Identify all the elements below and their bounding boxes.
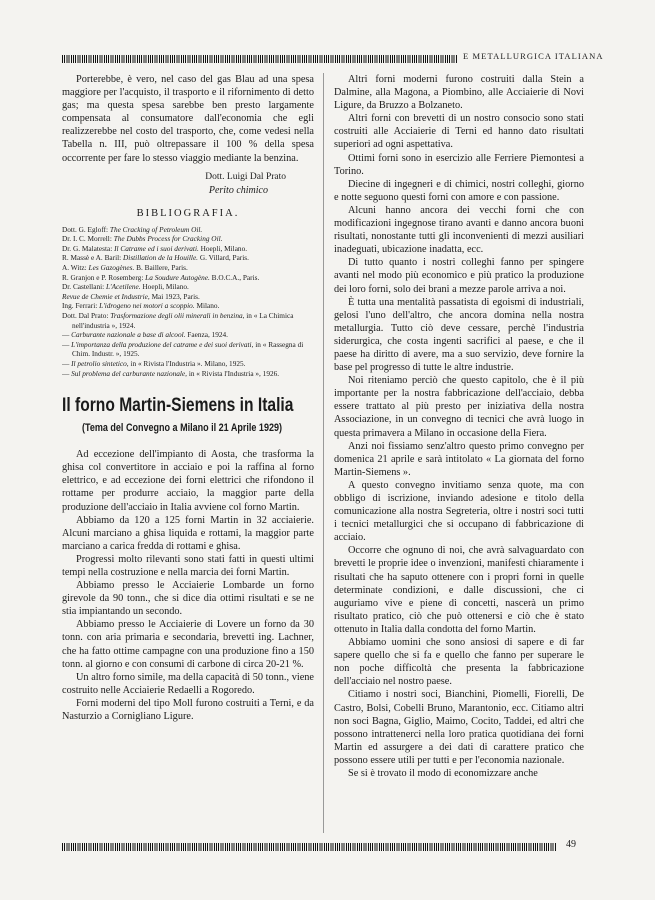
- article-paragraph: Di tutto quanto i nostri colleghi fanno per spingere avanti nel modo più economico e più pratico la produzione dei loro forni, solo dei brani a mezze parole arriva a noi.: [334, 257, 584, 295]
- bib-title: L'Acetilene.: [105, 282, 141, 292]
- bib-title: L'idrogeno nei motori a scoppio.: [99, 301, 195, 311]
- bib-details: in « Rassegna di Chim. Industr. », 1925.: [72, 339, 304, 359]
- bibliography-entry: [62, 282, 314, 292]
- column-divider: [323, 73, 324, 833]
- article-title: Il forno Martin-Siemens in Italia: [62, 394, 294, 417]
- bib-author: —: [62, 330, 70, 340]
- bib-title: Les Gazogènes.: [88, 263, 135, 273]
- bib-title: The Dubbs Process for Cracking Oil.: [113, 234, 223, 244]
- bib-author: Ing. Ferrari:: [62, 301, 98, 311]
- article-paragraph: Abbiamo uomini che sono ansiosi di sapere e di far sapere quello che si fa e quello che fanno per superare le non poche difficoltà che presenta la fabbricazione dell'acciaio nel nostro paese.: [334, 637, 584, 688]
- article-body-left: [62, 448, 314, 723]
- bibliography-entry: [62, 234, 314, 244]
- article-paragraph: Forni moderni del tipo Moll furono costruiti a Terni, e da Nasturzio a Cornigliano Ligure.: [62, 697, 314, 723]
- bib-title: Trasformazione degli olii minerali in benzina,: [110, 311, 245, 320]
- article-paragraph: Altri forni moderni furono costruiti dalla Stein a Dalmine, alla Magona, a Piombino, alle Acciaierie di Novi Ligure, da Bruzzo a Bolzaneto.: [334, 74, 584, 112]
- article-paragraph: Ad eccezione dell'impianto di Aosta, che trasforma la ghisa col convertitore in acciaio e poi la raffina al forno elettrico, e ad eccezione dei forni elettrici che rifondono il rottame per produrre acciaio, la maggior parte della produzione dell'acciaio in Italia avviene col forno Martin.: [62, 449, 314, 513]
- bibliography-entry: [62, 225, 314, 235]
- article-paragraph: Un altro forno simile, ma della capacità di 50 tonn., viene costruito nelle Acciaierie Redaelli a Rogoredo.: [62, 671, 314, 696]
- bibliography-entry: [62, 253, 314, 263]
- article-paragraph: Altri forni con brevetti di un nostro consocio sono stati costruiti alle Acciaierie di Terni ed hanno dato risultati superiori ad ogni aspettativa.: [334, 113, 584, 151]
- bibliography-entry: [62, 340, 314, 359]
- bibliography-title: BIBLIOGRAFIA.: [136, 207, 240, 219]
- article-paragraph: Progressi molto rilevanti sono stati fatti in questi ultimi tempi nella costruzione e nella marcia dei forni Martin.: [62, 553, 314, 578]
- article-paragraph: È tutta una mentalità passatista di egoismi di industriali, gelosi l'uno dell'altro, che ancora domina nella nostra metallurgia. Tutto ciò deve cessare, perchè l'industria siderurgica, che costa ingenti sacrifici al paese, e che il paese ha diritto di avere, ma a suo servizio, deve fornire la base pel progresso di tutte le altre industrie.: [334, 296, 584, 374]
- bib-author: R. Granjon e P. Rosemberg:: [62, 272, 144, 282]
- article-paragraph: Abbiamo presso le Acciaierie Lombarde un forno girevole da 90 tonn., che si dice dia ottimi risultati e se ne stia impiantando un secondo.: [62, 580, 314, 618]
- bib-title: Carburante nazionale a base di alcool.: [71, 330, 186, 340]
- journal-title: E METALLURGICA ITALIANA: [463, 51, 604, 61]
- article-paragraph: Diecine di ingegneri e di chimici, nostri colleghi, giorno e notte seguono questi forni con amore e con passione.: [334, 178, 584, 203]
- bib-author: Dott. G. Egloff:: [62, 224, 109, 234]
- bib-details: in « Rivista l'Industria ». Milano, 1925.: [130, 358, 246, 368]
- bib-details: Faenza, 1924.: [187, 330, 229, 340]
- bibliography-entry: [62, 359, 314, 369]
- bibliography-list: [62, 225, 314, 379]
- bib-title: Sul problema del carburante nazionale,: [71, 368, 187, 378]
- bib-details: B.O.C.A., Paris.: [211, 272, 260, 282]
- article-paragraph: Alcuni hanno ancora dei vecchi forni che con modificazioni ingegnose tirano avanti e danno ancora buoni risultati, nonostante tutti gli inconvenienti di mezzi ausiliari inadeguati, ubicazione inadatta, ecc.: [334, 204, 584, 256]
- bib-title: The Cracking of Petroleum Oil.: [109, 224, 203, 234]
- signature-role: Perito chimico: [208, 184, 268, 196]
- article-subtitle: (Tema del Convegno a Milano il 21 Aprile 1929): [82, 422, 283, 435]
- left-column: [62, 73, 314, 830]
- bib-author: —: [62, 339, 70, 349]
- bibliography-entry: [62, 273, 314, 283]
- intro-paragraph: Porterebbe, è vero, nel caso del gas Blau ad una spesa maggiore per l'acquisto, il trasporto e il rifornimento di detto gas; ma questa spesa sarebbe ben presto largamente compensata al consumatore dall'economia che egli realizzerebbe nel costo del trasporto, che, come vedesi nella Tabella n. III, può oltrepassare il 100 % della spesa occorrente per fare lo stesso viaggio mediante la benzina.: [62, 74, 314, 164]
- article-paragraph: Anzi noi fissiamo senz'altro questo primo convegno per domenica 21 aprile e sarà intitolato « La giornata del forno Martin-Siemens ».: [334, 440, 584, 478]
- article-paragraph: Abbiamo presso le Acciaierie di Lovere un forno da 30 tonn. con aria primaria e secondaria, brevetti ing. Lachner, che ha fatto ottime campagne con una produzione fino a 150 tonn. al giorno e con consumi di carbone di circa 20-21 %.: [62, 619, 314, 670]
- bib-author: —: [62, 358, 70, 368]
- bibliography-entry: [62, 369, 314, 379]
- bib-details: Hoepli, Milano.: [200, 243, 248, 253]
- article-body-right: [334, 73, 584, 780]
- bib-title: Il Catrame ed i suoi derivati.: [114, 243, 199, 253]
- article-paragraph: Ottimi forni sono in esercizio alle Ferriere Piemontesi a Torino.: [334, 152, 584, 177]
- article-paragraph: Se si è trovato il modo di economizzare anche: [348, 767, 538, 779]
- bib-details: in « Rivista l'Industria », 1926.: [188, 368, 280, 378]
- bib-title: Il petrolio sintetico,: [71, 358, 129, 368]
- bib-author: A. Witz:: [62, 263, 87, 273]
- bib-author: Dr. Castellani:: [62, 282, 105, 292]
- bib-details: in « La Chimica nell'industria », 1924.: [72, 311, 294, 330]
- bib-details: G. Villard, Paris.: [199, 253, 249, 263]
- bib-details: Mai 1923, Paris.: [151, 291, 200, 301]
- bib-details: Milano.: [196, 301, 220, 311]
- signature-name: Dott. Luigi Dal Prato: [205, 171, 286, 182]
- bib-author: —: [62, 368, 70, 378]
- article-paragraph: Noi riteniamo perciò che questo capitolo, che è il più importante per la nostra fabbricazione dell'acciaio, debba essere trattato al più presto per iniziativa della nostra Associazione, in un convegno di tecnici che avrà luogo in questa primavera a Milano in occasione della Fiera.: [334, 375, 584, 439]
- bib-title: L'importanza della produzione del catrame e dei suoi derivati,: [71, 339, 254, 349]
- bibliography-entry: [62, 311, 314, 330]
- bibliography-entry: [62, 330, 314, 340]
- article-paragraph: A questo convegno invitiamo senza quote, ma con obbligo di iscrizione, inviando adesione e titolo della comunicazione alla nostra Segreteria, oltre i nostri soci tutti i tecnici metallurgici che si occupano di fabbricazione di acciaio.: [334, 479, 584, 544]
- right-column: [334, 73, 584, 830]
- bib-title: Distillation de la Houille.: [123, 253, 199, 263]
- bib-author: Dott. Dal Prato:: [62, 311, 109, 320]
- page-number: 49: [566, 839, 576, 850]
- article-paragraph: Abbiamo da 120 a 125 forni Martin in 32 acciaierie. Alcuni marciano a ghisa liquida e rottami, la maggior parte marciano a carica fredda di rottami e ghisa.: [62, 514, 314, 552]
- bib-details: B. Baillere, Paris.: [136, 263, 188, 273]
- top-rule: [62, 55, 458, 63]
- bibliography-entry: [62, 301, 314, 311]
- bib-author: Dr. G. Malatesta:: [62, 243, 113, 253]
- bib-title: La Soudure Autogène.: [145, 272, 210, 282]
- bib-title: Revue de Chemie et Industrie,: [62, 291, 150, 301]
- bib-author: Dr. I. C. Morrell:: [62, 234, 112, 244]
- article-paragraph: Citiamo i nostri soci, Bianchini, Piomelli, Fiorelli, De Castro, Bolsi, Cobelli Bruno, Marantonio, ecc. Citiamo altri non soci Bagna, Giglio, Maimo, Cocito, Taddei, ed altri che possono intrattenerci nella loro pratica quotidiana dei forni Martin ed assurgere a dei dati di carattere pratico che possono essere utili per tutti e per l'economia nazionale.: [334, 689, 584, 766]
- bib-details: Hoepli, Milano.: [142, 282, 189, 292]
- article-paragraph: Occorre che ognuno di noi, che avrà salvaguardato con brevetti le proprie idee o invenzioni, manifesti chiaramente i risultati che ha saputo ottenere con i propri forni in quelle determinate condizioni, e dalle discussioni, che ci auguriamo vive e piene di concetti, nascerà un primo risultato pratico, ciò che può ottenersi e ciò che è stato ottenuto in Italia dalla condotta del forno Martin.: [334, 545, 584, 635]
- bib-author: R. Massè e A. Baril:: [62, 253, 122, 263]
- bibliography-entry: [62, 244, 314, 254]
- bibliography-entry: [62, 292, 314, 302]
- bibliography-entry: [62, 263, 314, 273]
- bottom-rule: [62, 843, 556, 851]
